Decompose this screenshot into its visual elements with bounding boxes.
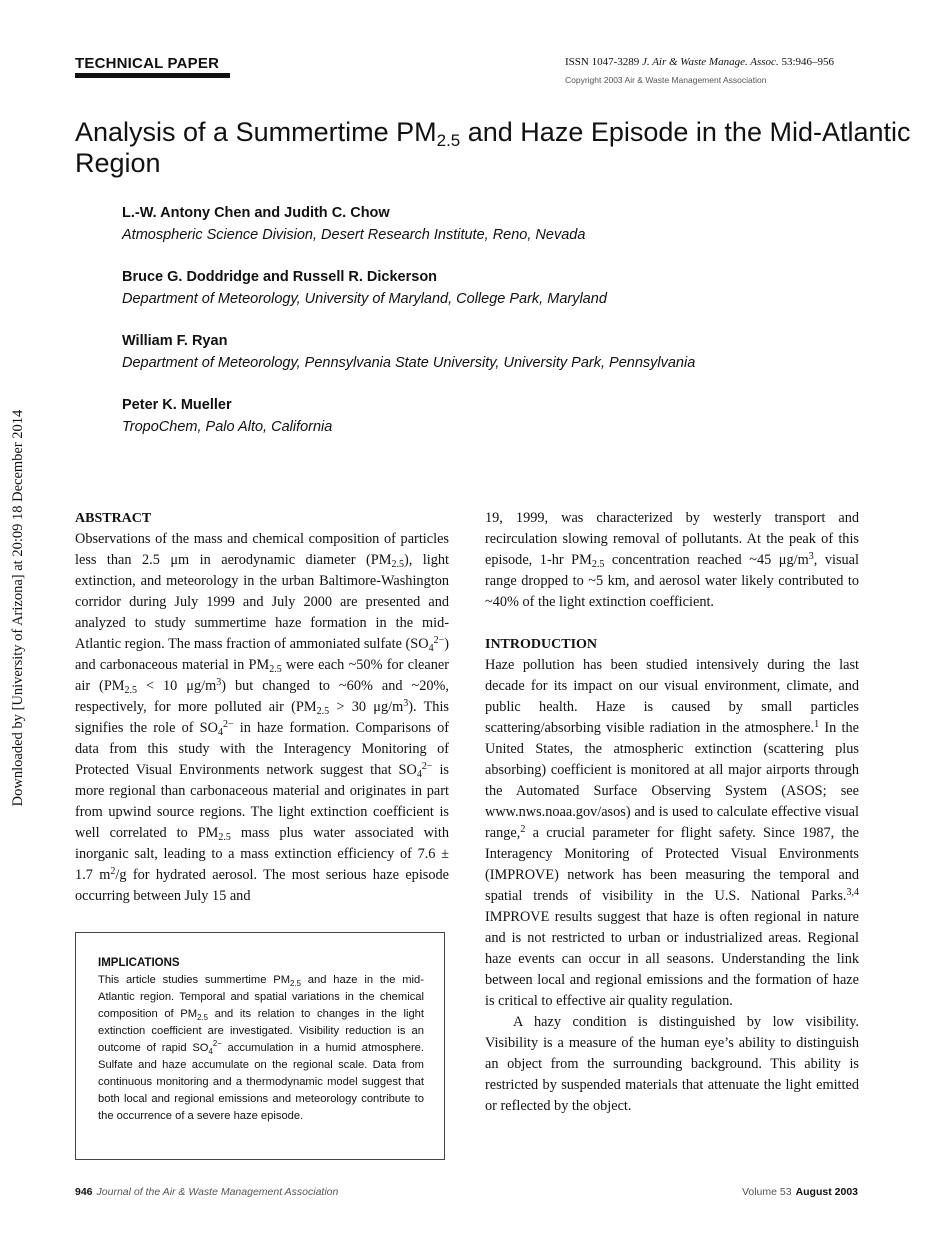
abstract-heading: ABSTRACT	[75, 511, 152, 526]
volume: Volume 53	[741, 1186, 792, 1198]
left-column	[75, 508, 449, 907]
implications-text: This article studies summertime $PM_{2.5}$ and haze in the mid-Atlantic region. Temporal and spatial variations in the chemical composition of $PM_{2.5}$ and its relation to changes in the light extinction coefficient are investigated. Visibility reduction is an outcome of rapid $SO_4^{2-}$ accumulation in a humid atmosphere. Sulfate and haze accumulate on the regional scale. Data from continuous monitoring and a thermodynamic model suggest that both local and regional emissions and meteorology contribute to the occurrence of a severe haze episode.	[98, 974, 424, 1122]
author-names: L.-W. Antony Chen and Judith C. Chow	[122, 205, 390, 221]
implications-heading: IMPLICATIONS	[98, 957, 180, 969]
introduction-paragraph-2: A hazy condition is distinguished by low visibility. Visibility is a measure of the human eye’s ability to distinguish an object from the surrounding background. This ability is restricted by suspended materials that attenuate the light emitted or reflected by the object.	[485, 1014, 859, 1114]
author-names: Peter K. Mueller	[122, 397, 232, 413]
author-names: William F. Ryan	[122, 333, 228, 349]
right-column	[485, 508, 859, 1117]
issue-date: August 2003	[795, 1186, 858, 1198]
download-watermark: Downloaded by [University of Arizona] at 20:09 18 December 2014	[10, 409, 26, 807]
footer-left	[75, 1186, 338, 1198]
title-part2: and Haze Episode in the Mid-Atlantic Region	[75, 117, 911, 178]
volume-pages: 53:946–956	[781, 56, 835, 68]
journal-name: Journal of the Air & Waste Management Association	[96, 1186, 339, 1198]
paper-title	[75, 117, 930, 179]
author-group	[122, 396, 332, 436]
page-number: 946	[75, 1186, 93, 1198]
abstract-continued: 19, 1999, was characterized by westerly transport and recirculation slowing removal of pollutants. At the peak of this episode, 1-hr $PM_{2.5}$ concentration reached ~45 $\mu g/m^3$, visual range dropped to ~5 km, and aerosol water likely contributed to ~40% of the light extinction coefficient.	[485, 510, 859, 610]
author-affiliation: Department of Meteorology, University of Maryland, College Park, Maryland	[122, 291, 607, 307]
introduction-heading: INTRODUCTION	[485, 637, 598, 652]
author-affiliation: TropoChem, Palo Alto, California	[122, 419, 333, 435]
author-names: Bruce G. Doddridge and Russell R. Dickerson	[122, 269, 438, 285]
implications-box	[75, 932, 445, 1160]
author-group	[122, 204, 585, 244]
title-part1: Analysis of a Summertime PM	[75, 117, 437, 147]
journal-abbrev: J. Air & Waste Manage. Assoc.	[642, 56, 779, 68]
author-affiliation: Atmospheric Science Division, Desert Research Institute, Reno, Nevada	[122, 227, 586, 243]
author-group	[122, 268, 607, 308]
abstract-text: Observations of the mass and chemical composition of particles less than 2.5 μm in aerodynamic diameter $(PM_{2.5})$, light extinction, and meteorology in the urban Baltimore-Washington corridor during July 1999 and July 2000 are presented and analyzed to study summertime haze formation in the mid-Atlantic region. The mass fraction of ammoniated sulfate $(SO_4^{2-})$ and carbonaceous material in $PM_{2.5}$ were each ~50% for cleaner air ($PM_{2.5} < 10$ $\mu g/m^3$) but changed to ~60% and ~20%, respectively, for more polluted air ($PM_{2.5} > 30$ $\mu g/m^3$). This signifies the role of $SO_4^{2-}$ in haze formation. Comparisons of data from this study with the Interagency Monitoring of Protected Visual Environments network suggest that $SO_4^{2-}$ is more regional than carbonaceous material and originates in part from upwind source regions. The light extinction coefficient is well correlated to $PM_{2.5}$ mass plus water associated with inorganic salt, leading to a mass extinction efficiency of 7.6 ± 1.7 $m^2/g$ for hydrated aerosol. The most serious haze episode occurring between July 15 and	[75, 531, 450, 904]
author-group	[122, 332, 695, 372]
title-subscript: 2.5	[436, 131, 461, 150]
copyright: Copyright 2003 Air & Waste Management Association	[565, 75, 767, 85]
issn: ISSN 1047-3289	[565, 56, 640, 68]
journal-citation	[565, 56, 834, 68]
author-affiliation: Department of Meteorology, Pennsylvania State University, University Park, Pennsylvania	[122, 355, 696, 371]
section-label: TECHNICAL PAPER	[75, 55, 220, 72]
introduction-paragraph-1: Haze pollution has been studied intensively during the last decade for its impact on our visual environment, climate, and public health. Haze is caused by small particles scattering/absorbing visible radiation in the atmosphere.$^1$ In the United States, the atmospheric extinction (scattering plus absorbing) coefficient is monitored at all major airports through the Automated Surface Observing System (ASOS; see www.nws.noaa.gov/asos) and is used to calculate effective visual range,$^2$ a crucial parameter for flight safety. Since 1987, the Interagency Monitoring of Protected Visual Environments (IMPROVE) network has been measuring the temporal and spatial trends of visibility in the U.S. National Parks.$^{3,4}$ IMPROVE results suggest that haze is often regional in nature and is not restricted to urban or industrialized areas. Regional haze events can occur in all seasons. Understanding the link between local and regional emissions and the formation of haze is critical to effective air quality regulation.	[485, 657, 859, 1009]
footer-right	[742, 1186, 858, 1198]
section-rule	[75, 73, 230, 78]
